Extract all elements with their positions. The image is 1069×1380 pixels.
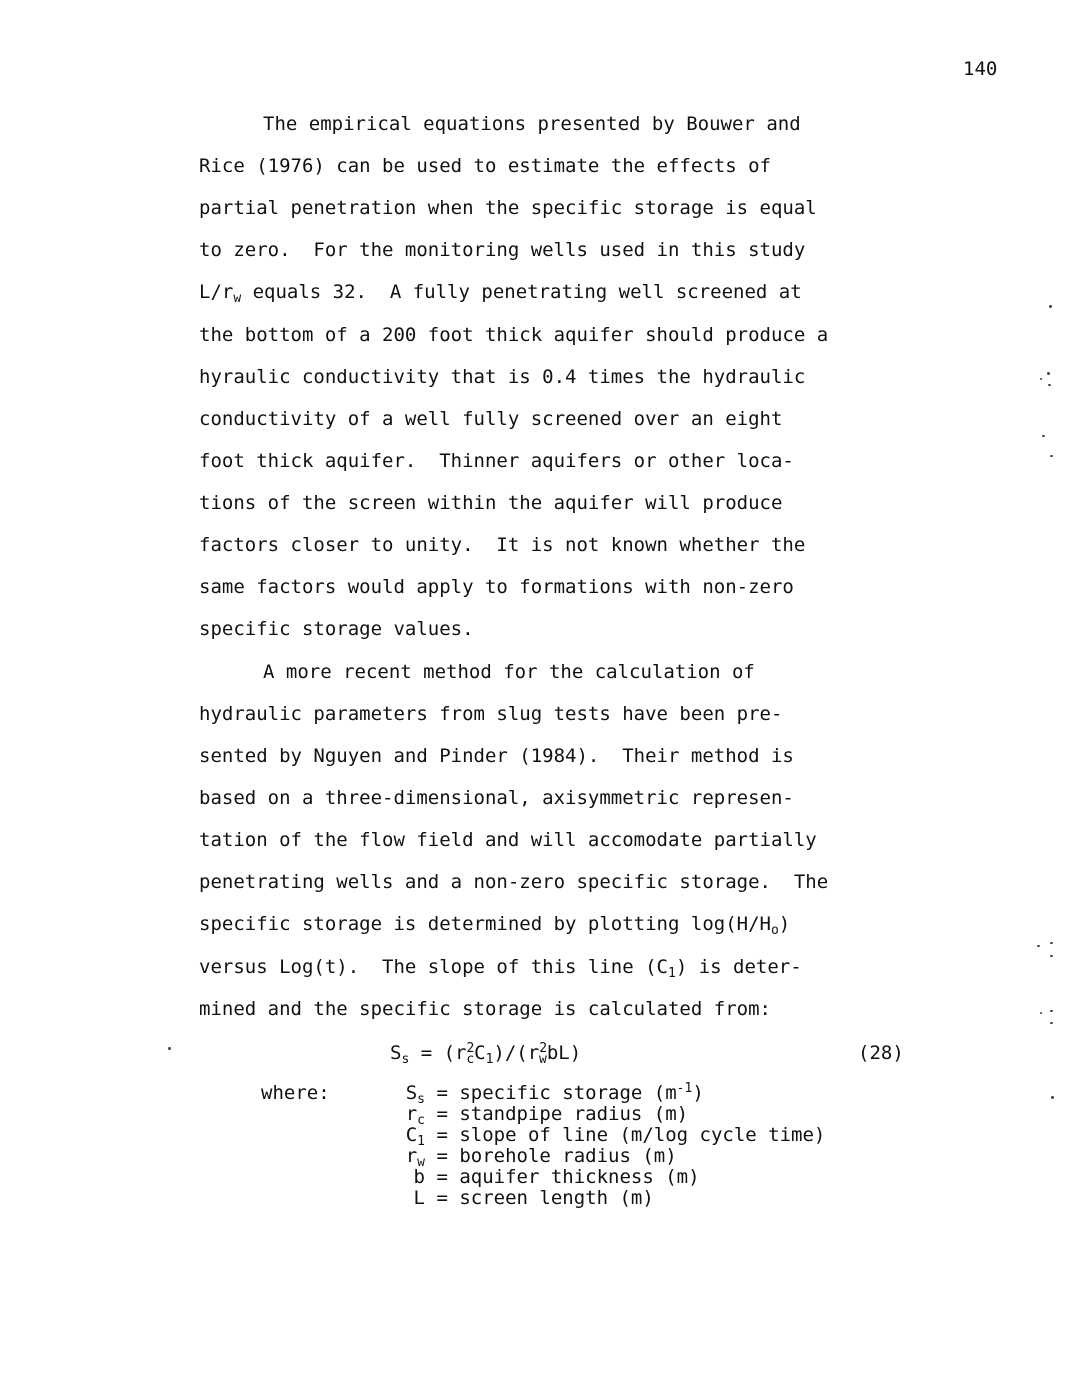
text-line — [199, 280, 802, 304]
scan-speck — [1049, 305, 1052, 308]
definition-symbol — [389, 1167, 425, 1188]
text-line: hydraulic parameters from slug tests have been pre- — [199, 703, 783, 725]
scan-speck — [1047, 372, 1050, 375]
subscript: c — [466, 1052, 475, 1067]
subscript: w — [417, 1155, 425, 1170]
where-label: where: — [261, 1082, 330, 1104]
symbol-letter: L — [413, 1187, 425, 1209]
text-line: same factors would apply to formations with non-zero — [199, 576, 794, 598]
subscript: c — [417, 1113, 425, 1128]
text-line: partial penetration when the specific storage is equal — [199, 197, 817, 219]
definition-text: ) — [692, 1082, 704, 1104]
superscript: -1 — [676, 1081, 693, 1096]
eq-fragment: = (r — [409, 1042, 467, 1064]
text-line: factors closer to unity. It is not known whether the — [199, 534, 806, 556]
definition-symbol — [389, 1124, 425, 1149]
subscript: 1 — [485, 1052, 494, 1067]
equation-expression — [390, 1041, 581, 1065]
text-line: to zero. For the monitoring wells used in this study — [199, 239, 806, 261]
scan-speck — [1050, 955, 1053, 957]
page-number: 140 — [963, 58, 998, 80]
eq-fragment: bL) — [546, 1042, 582, 1064]
definition-symbol — [389, 1188, 425, 1209]
text-line: conductivity of a well fully screened over an eight — [199, 408, 783, 430]
text-line: The empirical equations presented by Bouwer and — [263, 113, 801, 135]
subscript: w — [233, 291, 242, 306]
subscript: s — [401, 1052, 410, 1067]
text-fragment: L/r — [199, 281, 234, 303]
definition-symbol — [389, 1103, 425, 1128]
text-fragment: specific storage is determined by plotting log(H/H — [199, 913, 771, 935]
text-line: sented by Nguyen and Pinder (1984). Their method is — [199, 745, 794, 767]
text-fragment: versus Log(t). The slope of this line (C — [199, 956, 668, 978]
scan-speck — [1037, 945, 1040, 947]
definition-row — [389, 1081, 704, 1107]
text-line: Rice (1976) can be used to estimate the effects of — [199, 155, 771, 177]
text-line: the bottom of a 200 foot thick aquifer should produce a — [199, 324, 829, 346]
symbol-letter: C — [405, 1124, 418, 1146]
definition-text: = slope of line (m/log cycle time) — [425, 1124, 826, 1146]
subscript: o — [770, 923, 779, 938]
definition-text: = borehole radius (m) — [425, 1145, 677, 1167]
subscript: s — [417, 1092, 425, 1107]
scan-speck — [1050, 455, 1053, 457]
scan-speck — [1050, 942, 1053, 944]
definition-row — [389, 1167, 700, 1188]
definition-text: = specific storage (m — [425, 1082, 677, 1104]
definition-row — [389, 1145, 677, 1170]
text-line — [199, 955, 802, 979]
scan-speck — [1048, 384, 1051, 386]
symbol-letter: b — [413, 1166, 425, 1188]
eq-lhs: S — [390, 1042, 402, 1064]
definition-symbol — [389, 1082, 425, 1107]
definition-text: = screen length (m) — [425, 1187, 654, 1209]
text-line: hyraulic conductivity that is 0.4 times the hydraulic — [199, 366, 806, 388]
definition-symbol — [389, 1145, 425, 1170]
text-line: A more recent method for the calculation of — [263, 661, 755, 683]
subscript: 1 — [668, 966, 676, 981]
equation-number: (28) — [858, 1042, 904, 1064]
superscript: 2 — [466, 1041, 475, 1056]
text-fragment: ) is deter- — [675, 956, 802, 978]
scan-speck — [168, 1047, 171, 1050]
subscript: 1 — [417, 1134, 425, 1149]
symbol-letter: r — [405, 1145, 418, 1167]
scan-speck — [1040, 1012, 1042, 1014]
text-line: penetrating wells and a non-zero specific storage. The — [199, 871, 829, 893]
text-line: based on a three-dimensional, axisymmetric represen- — [199, 787, 794, 809]
text-line: foot thick aquifer. Thinner aquifers or other loca- — [199, 450, 794, 472]
definition-row — [389, 1188, 654, 1209]
subscript: w — [539, 1052, 547, 1067]
definition-row — [389, 1124, 826, 1149]
definition-text: = standpipe radius (m) — [425, 1103, 689, 1125]
definition-text: = aquifer thickness (m) — [425, 1166, 700, 1188]
text-line: mined and the specific storage is calculated from: — [199, 998, 771, 1020]
text-fragment: equals 32. A fully penetrating well screened at — [241, 281, 802, 303]
text-fragment: ) — [778, 913, 791, 935]
eq-fragment: C — [474, 1042, 486, 1064]
scan-speck — [1051, 1096, 1054, 1099]
symbol-letter: S — [405, 1082, 418, 1104]
scan-speck — [1042, 435, 1045, 437]
scan-speck — [1050, 1010, 1053, 1012]
scan-speck — [1040, 378, 1042, 380]
text-line: tions of the screen within the aquifer will produce — [199, 492, 783, 514]
symbol-letter: r — [405, 1103, 418, 1125]
superscript: 2 — [539, 1041, 548, 1056]
text-line: tation of the flow field and will accomodate partially — [199, 829, 817, 851]
definition-row — [389, 1103, 689, 1128]
scan-speck — [1050, 1022, 1053, 1024]
text-line — [199, 912, 790, 936]
text-line: specific storage values. — [199, 618, 474, 640]
eq-fragment: )/(r — [493, 1042, 540, 1064]
